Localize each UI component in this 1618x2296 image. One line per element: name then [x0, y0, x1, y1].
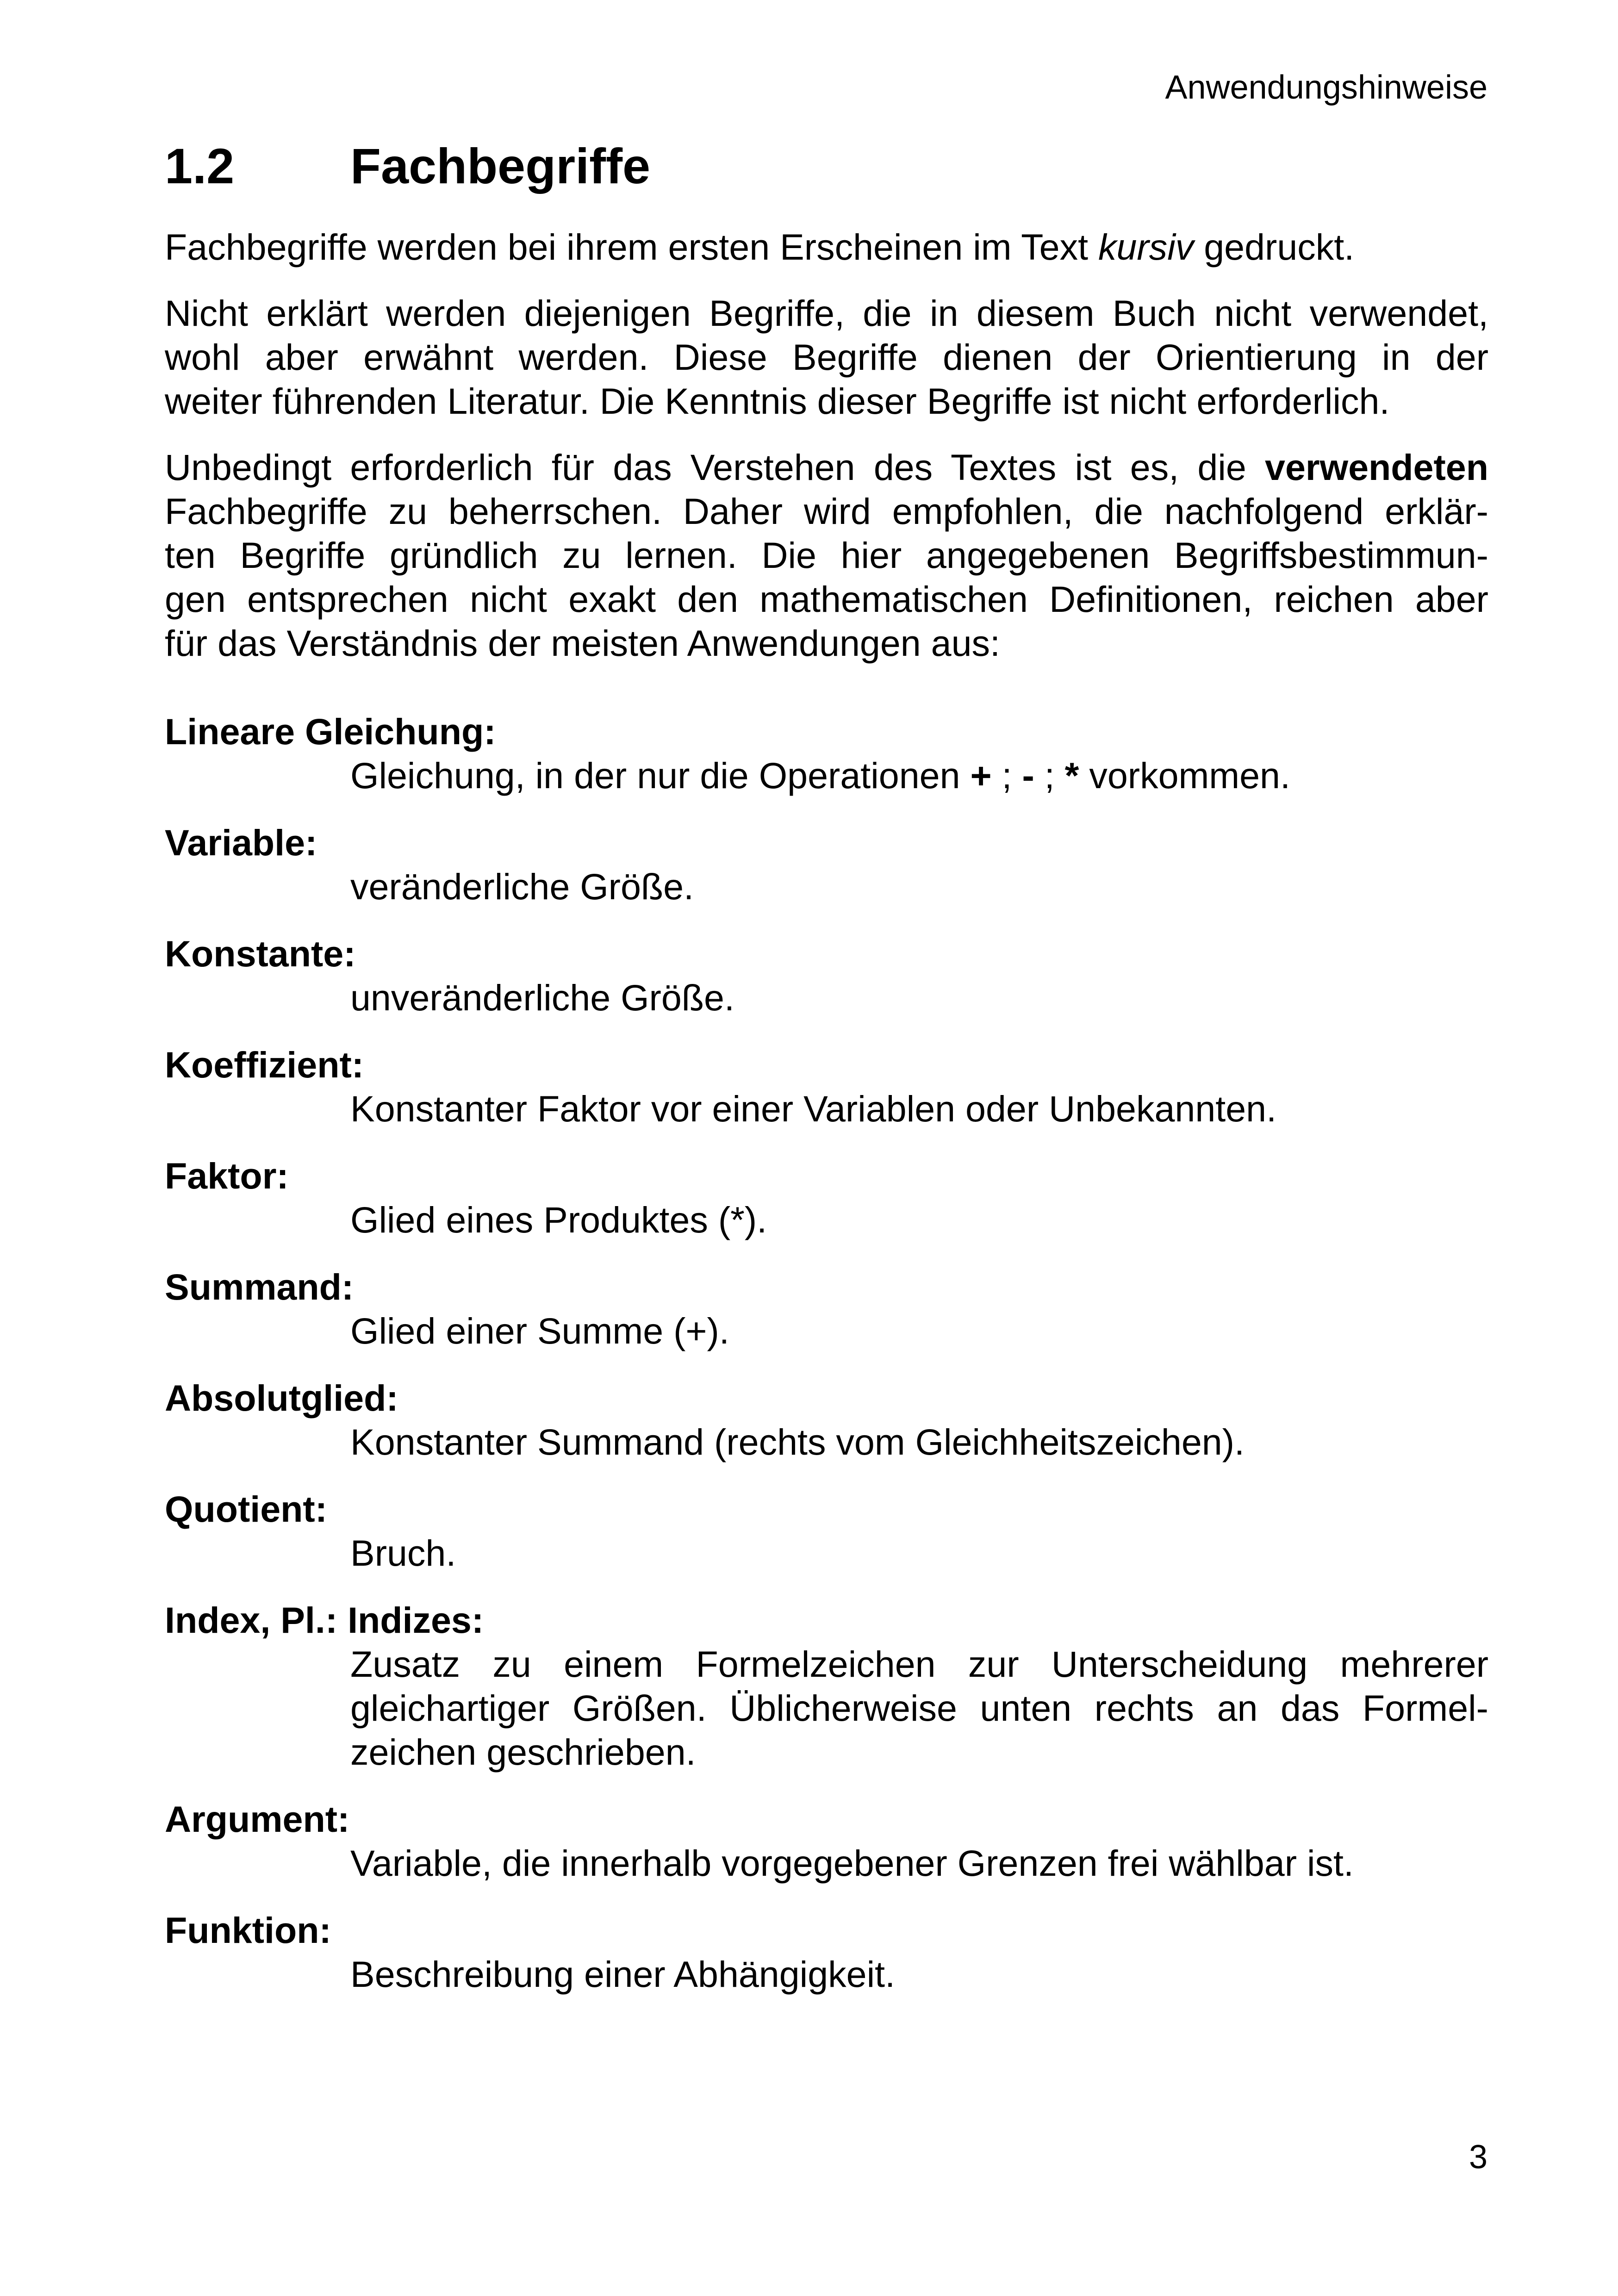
- glossary-definition: Konstanter Faktor vor einer Variablen oder Unbekannten.: [350, 1088, 1277, 1129]
- paragraph-not-explained: [165, 291, 1488, 423]
- text-line: ten Begriffe gründlich zu lernen. Die hier angegebenen Begriffsbestimmun-: [165, 535, 1488, 576]
- text-line: Zusatz zu einem Formelzeichen zur Unterscheidung mehrerer: [350, 1643, 1488, 1685]
- text: ;: [991, 755, 1022, 796]
- text-line: Nicht erklärt werden diejenigen Begriffe, die in diesem Buch nicht verwendet,: [165, 292, 1488, 334]
- glossary-definition: unveränderliche Größe.: [350, 977, 734, 1018]
- glossary-term: Argument:: [165, 1798, 350, 1840]
- paragraph-intro: [165, 225, 1488, 269]
- multiply-operator: *: [1064, 755, 1079, 796]
- section-heading: [165, 137, 650, 195]
- text: Fachbegriffe werden bei ihrem ersten Erscheinen im Text: [165, 226, 1098, 268]
- glossary-term: Konstante:: [165, 933, 356, 974]
- minus-operator: -: [1022, 755, 1034, 796]
- glossary-term: Koeffizient:: [165, 1044, 364, 1085]
- glossary-term: Faktor:: [165, 1155, 289, 1196]
- text: vorkommen.: [1079, 755, 1290, 796]
- glossary-definition: Glied eines Produktes (*).: [350, 1199, 767, 1240]
- glossary-definition: Beschreibung einer Abhängigkeit.: [350, 1954, 896, 1995]
- glossary-term: Variable:: [165, 822, 317, 863]
- glossary-definition: Variable, die innerhalb vorgegebener Grenzen frei wählbar ist.: [350, 1842, 1354, 1884]
- glossary-term: Lineare Gleichung:: [165, 711, 496, 752]
- glossary-term: Absolutglied:: [165, 1377, 398, 1419]
- text-line: für das Verständnis der meisten Anwendungen aus:: [165, 622, 1001, 664]
- text-line: [165, 445, 1488, 489]
- running-header: Anwendungshinweise: [1165, 69, 1487, 106]
- page-number: 3: [1469, 2139, 1487, 2176]
- text-line: Fachbegriffe zu beherrschen. Daher wird empfohlen, die nachfolgend erklär-: [165, 491, 1488, 532]
- glossary-definition: [350, 1642, 1488, 1774]
- glossary-definition: [350, 753, 1488, 797]
- paragraph-required: [165, 445, 1488, 665]
- text-line: zeichen geschrieben.: [350, 1731, 696, 1773]
- text-line: gen entsprechen nicht exakt den mathematischen Definitionen, reichen aber: [165, 579, 1488, 620]
- plus-operator: +: [970, 755, 992, 796]
- glossary-term: Summand:: [165, 1266, 354, 1307]
- text-line: weiter führenden Literatur. Die Kenntnis dieser Begriffe ist nicht erforderlich.: [165, 380, 1390, 422]
- text: ;: [1034, 755, 1065, 796]
- text: Gleichung, in der nur die Operationen: [350, 755, 971, 796]
- glossary: [165, 709, 1488, 1996]
- glossary-definition: Bruch.: [350, 1532, 456, 1574]
- glossary-term: Quotient:: [165, 1488, 328, 1530]
- glossary-definition: veränderliche Größe.: [350, 866, 694, 907]
- text-line: wohl aber erwähnt werden. Diese Begriffe dienen der Orientierung in der: [165, 336, 1488, 378]
- glossary-term: Index, Pl.: Indizes:: [165, 1599, 484, 1641]
- glossary-term: Funktion:: [165, 1910, 331, 1951]
- glossary-definition: Konstanter Summand (rechts vom Gleichheitszeichen).: [350, 1421, 1245, 1462]
- bold-text: verwendeten: [1265, 447, 1488, 488]
- text: Unbedingt erforderlich für das Verstehen des Textes ist es, die: [165, 447, 1265, 488]
- text: gedruckt.: [1194, 226, 1355, 268]
- glossary-definition: Glied einer Summe (+).: [350, 1310, 729, 1351]
- section-number: 1.2: [165, 138, 235, 194]
- section-title: Fachbegriffe: [350, 138, 651, 194]
- italic-text: kursiv: [1098, 226, 1194, 268]
- text-line: gleichartiger Größen. Üblicherweise unten rechts an das Formel-: [350, 1687, 1488, 1729]
- page-body: [165, 225, 1488, 2019]
